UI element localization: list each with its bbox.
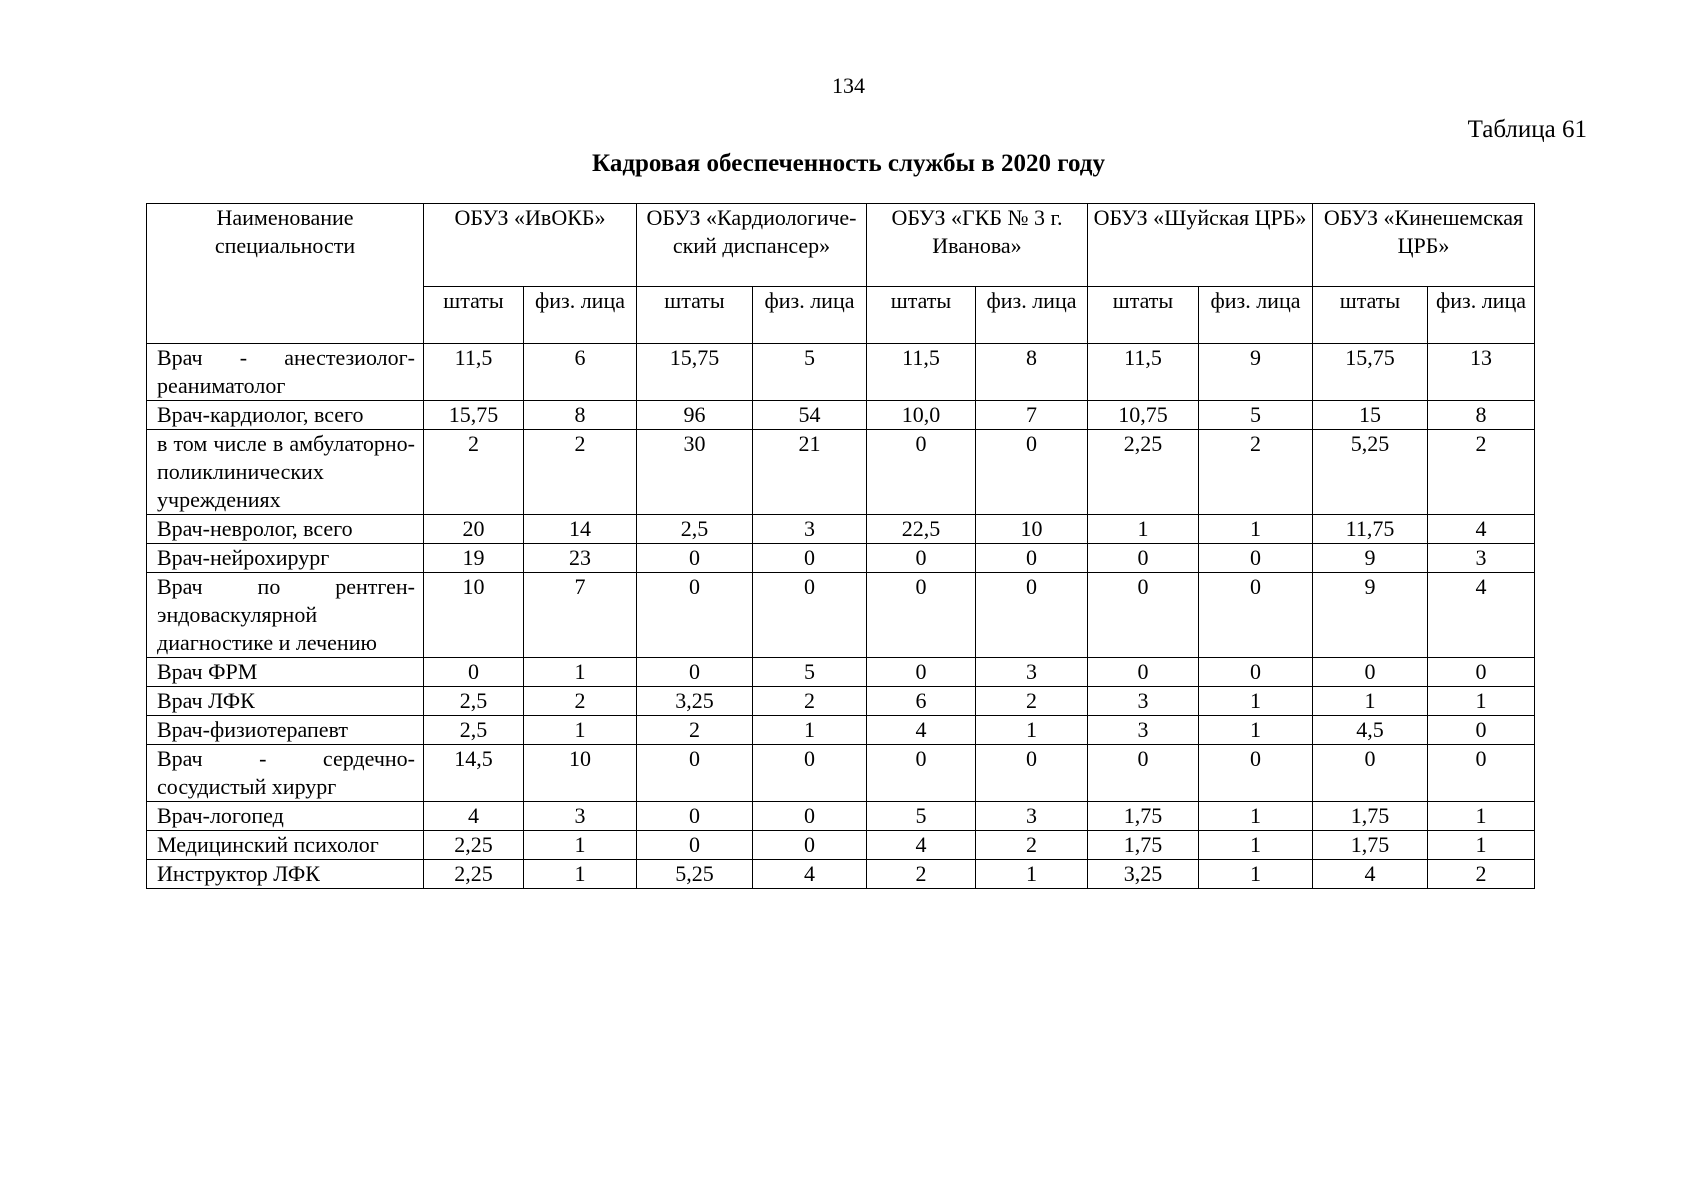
individuals-cell: 8: [524, 401, 637, 430]
specialty-cell: в том числе в амбулаторно-поликлинических учреждениях: [147, 430, 424, 515]
staff-positions-cell: 4,5: [1313, 716, 1428, 745]
staff-positions-cell: 15,75: [424, 401, 524, 430]
column-header-org: ОБУЗ «Кардиологиче-ский диспансер»: [637, 204, 867, 287]
specialty-cell: Врач-нейрохирург: [147, 544, 424, 573]
staff-positions-cell: 0: [637, 745, 753, 802]
staff-positions-cell: 2,5: [424, 716, 524, 745]
staff-positions-cell: 96: [637, 401, 753, 430]
specialty-cell: Инструктор ЛФК: [147, 860, 424, 889]
staff-positions-cell: 0: [637, 573, 753, 658]
staff-positions-cell: 3: [1088, 716, 1199, 745]
table-row: [147, 573, 1535, 658]
individuals-cell: 0: [1199, 573, 1313, 658]
subheader-staff-positions: штаты: [424, 287, 524, 344]
individuals-cell: 4: [1428, 515, 1535, 544]
individuals-cell: 1: [976, 860, 1088, 889]
individuals-cell: 1: [524, 831, 637, 860]
subheader-individuals: физ. лица: [753, 287, 867, 344]
individuals-cell: 23: [524, 544, 637, 573]
staff-positions-cell: 20: [424, 515, 524, 544]
individuals-cell: 2: [524, 687, 637, 716]
staff-positions-cell: 15,75: [1313, 344, 1428, 401]
individuals-cell: 1: [1199, 687, 1313, 716]
table-row: [147, 687, 1535, 716]
staffing-table: [146, 203, 1535, 889]
individuals-cell: 10: [976, 515, 1088, 544]
staff-positions-cell: 0: [867, 544, 976, 573]
staff-positions-cell: 1,75: [1088, 802, 1199, 831]
individuals-cell: 2: [753, 687, 867, 716]
staff-positions-cell: 22,5: [867, 515, 976, 544]
individuals-cell: 8: [1428, 401, 1535, 430]
subheader-staff-positions: штаты: [637, 287, 753, 344]
individuals-cell: 2: [1428, 430, 1535, 515]
individuals-cell: 8: [976, 344, 1088, 401]
staff-positions-cell: 0: [867, 745, 976, 802]
table-label: Таблица 61: [1467, 116, 1587, 143]
table-row: [147, 831, 1535, 860]
specialty-cell: Врач - анестезиолог-реаниматолог: [147, 344, 424, 401]
individuals-cell: 2: [1428, 860, 1535, 889]
individuals-cell: 2: [1199, 430, 1313, 515]
individuals-cell: 0: [976, 430, 1088, 515]
individuals-cell: 1: [976, 716, 1088, 745]
table-row: [147, 344, 1535, 401]
staff-positions-cell: 1,75: [1313, 802, 1428, 831]
staff-positions-cell: 11,75: [1313, 515, 1428, 544]
staff-positions-cell: 3,25: [1088, 860, 1199, 889]
individuals-cell: 1: [1199, 831, 1313, 860]
individuals-cell: 0: [976, 573, 1088, 658]
table-row: [147, 515, 1535, 544]
individuals-cell: 0: [1428, 658, 1535, 687]
individuals-cell: 0: [753, 745, 867, 802]
staff-positions-cell: 0: [867, 430, 976, 515]
individuals-cell: 0: [753, 802, 867, 831]
individuals-cell: 1: [1428, 831, 1535, 860]
subheader-staff-positions: штаты: [867, 287, 976, 344]
individuals-cell: 4: [753, 860, 867, 889]
individuals-cell: 2: [976, 831, 1088, 860]
staff-positions-cell: 0: [637, 658, 753, 687]
individuals-cell: 1: [1199, 802, 1313, 831]
individuals-cell: 10: [524, 745, 637, 802]
staff-positions-cell: 2,5: [637, 515, 753, 544]
table-row: [147, 745, 1535, 802]
column-header-org: ОБУЗ «ИвОКБ»: [424, 204, 637, 287]
staff-positions-cell: 0: [637, 831, 753, 860]
staff-positions-cell: 1: [1088, 515, 1199, 544]
individuals-cell: 1: [1199, 860, 1313, 889]
individuals-cell: 13: [1428, 344, 1535, 401]
individuals-cell: 7: [976, 401, 1088, 430]
staff-positions-cell: 4: [867, 831, 976, 860]
individuals-cell: 3: [976, 802, 1088, 831]
staff-positions-cell: 5,25: [637, 860, 753, 889]
individuals-cell: 0: [1199, 745, 1313, 802]
individuals-cell: 5: [753, 344, 867, 401]
staff-positions-cell: 2,25: [1088, 430, 1199, 515]
table-row: [147, 544, 1535, 573]
staff-positions-cell: 11,5: [424, 344, 524, 401]
staff-positions-cell: 3,25: [637, 687, 753, 716]
individuals-cell: 5: [753, 658, 867, 687]
staff-positions-cell: 14,5: [424, 745, 524, 802]
individuals-cell: 2: [976, 687, 1088, 716]
individuals-cell: 0: [753, 573, 867, 658]
document-title: Кадровая обеспеченность службы в 2020 году: [592, 150, 1105, 177]
individuals-cell: 3: [976, 658, 1088, 687]
specialty-cell: Врач ФРМ: [147, 658, 424, 687]
individuals-cell: 0: [976, 544, 1088, 573]
staff-positions-cell: 11,5: [867, 344, 976, 401]
staff-positions-cell: 4: [424, 802, 524, 831]
staff-positions-cell: 5,25: [1313, 430, 1428, 515]
staff-positions-cell: 0: [1313, 658, 1428, 687]
staff-positions-cell: 0: [637, 544, 753, 573]
staff-positions-cell: 0: [1088, 573, 1199, 658]
table-row: [147, 860, 1535, 889]
individuals-cell: 0: [976, 745, 1088, 802]
column-header-org: ОБУЗ «Кинешемская ЦРБ»: [1313, 204, 1535, 287]
individuals-cell: 9: [1199, 344, 1313, 401]
individuals-cell: 7: [524, 573, 637, 658]
table-row: [147, 716, 1535, 745]
page-number: 134: [832, 73, 865, 98]
specialty-cell: Врач-логопед: [147, 802, 424, 831]
staff-positions-cell: 10,75: [1088, 401, 1199, 430]
staff-positions-cell: 4: [1313, 860, 1428, 889]
individuals-cell: 5: [1199, 401, 1313, 430]
individuals-cell: 1: [1428, 802, 1535, 831]
table-row: [147, 401, 1535, 430]
individuals-cell: 1: [524, 658, 637, 687]
staff-positions-cell: 5: [867, 802, 976, 831]
staff-positions-cell: 4: [867, 716, 976, 745]
specialty-cell: Врач-невролог, всего: [147, 515, 424, 544]
subheader-staff-positions: штаты: [1088, 287, 1199, 344]
individuals-cell: 1: [1428, 687, 1535, 716]
staff-positions-cell: 3: [1088, 687, 1199, 716]
specialty-cell: Врач - сердечно-сосудистый хирург: [147, 745, 424, 802]
staff-positions-cell: 2: [424, 430, 524, 515]
staff-positions-cell: 1: [1313, 687, 1428, 716]
subheader-individuals: физ. лица: [1428, 287, 1535, 344]
individuals-cell: 0: [1199, 658, 1313, 687]
individuals-cell: 0: [1199, 544, 1313, 573]
subheader-individuals: физ. лица: [524, 287, 637, 344]
individuals-cell: 54: [753, 401, 867, 430]
staff-positions-cell: 0: [1088, 745, 1199, 802]
specialty-cell: Врач-кардиолог, всего: [147, 401, 424, 430]
individuals-cell: 3: [524, 802, 637, 831]
staff-positions-cell: 0: [867, 658, 976, 687]
individuals-cell: 1: [1199, 716, 1313, 745]
individuals-cell: 14: [524, 515, 637, 544]
individuals-cell: 1: [753, 716, 867, 745]
staff-positions-cell: 15,75: [637, 344, 753, 401]
staff-positions-cell: 0: [1088, 658, 1199, 687]
staff-positions-cell: 1,75: [1088, 831, 1199, 860]
individuals-cell: 0: [1428, 745, 1535, 802]
column-header-org: ОБУЗ «Шуйская ЦРБ»: [1088, 204, 1313, 287]
individuals-cell: 3: [1428, 544, 1535, 573]
table-row: [147, 658, 1535, 687]
subheader-individuals: физ. лица: [976, 287, 1088, 344]
subheader-individuals: физ. лица: [1199, 287, 1313, 344]
specialty-cell: Медицинский психолог: [147, 831, 424, 860]
column-header-specialty: Наименование специальности: [147, 204, 424, 344]
individuals-cell: 3: [753, 515, 867, 544]
staff-positions-cell: 6: [867, 687, 976, 716]
staff-positions-cell: 0: [637, 802, 753, 831]
staff-positions-cell: 0: [1088, 544, 1199, 573]
specialty-cell: Врач-физиотерапевт: [147, 716, 424, 745]
specialty-cell: Врач ЛФК: [147, 687, 424, 716]
staff-positions-cell: 19: [424, 544, 524, 573]
table-body: [147, 344, 1535, 889]
staff-positions-cell: 0: [1313, 745, 1428, 802]
staff-positions-cell: 2,25: [424, 831, 524, 860]
individuals-cell: 0: [753, 544, 867, 573]
staff-positions-cell: 9: [1313, 544, 1428, 573]
subheader-staff-positions: штаты: [1313, 287, 1428, 344]
individuals-cell: 1: [1199, 515, 1313, 544]
table-row: [147, 430, 1535, 515]
individuals-cell: 21: [753, 430, 867, 515]
individuals-cell: 6: [524, 344, 637, 401]
individuals-cell: 4: [1428, 573, 1535, 658]
individuals-cell: 2: [524, 430, 637, 515]
staff-positions-cell: 0: [424, 658, 524, 687]
staff-positions-cell: 2,5: [424, 687, 524, 716]
individuals-cell: 1: [524, 860, 637, 889]
individuals-cell: 1: [524, 716, 637, 745]
staff-positions-cell: 2,25: [424, 860, 524, 889]
column-header-org: ОБУЗ «ГКБ № 3 г. Иванова»: [867, 204, 1088, 287]
individuals-cell: 0: [1428, 716, 1535, 745]
table-row: [147, 802, 1535, 831]
staff-positions-cell: 1,75: [1313, 831, 1428, 860]
staff-positions-cell: 30: [637, 430, 753, 515]
staff-positions-cell: 2: [637, 716, 753, 745]
specialty-cell: Врач по рентген-эндоваскулярной диагностике и лечению: [147, 573, 424, 658]
staff-positions-cell: 0: [867, 573, 976, 658]
staff-positions-cell: 10: [424, 573, 524, 658]
staff-positions-cell: 9: [1313, 573, 1428, 658]
staff-positions-cell: 10,0: [867, 401, 976, 430]
staff-positions-cell: 2: [867, 860, 976, 889]
staff-positions-cell: 11,5: [1088, 344, 1199, 401]
individuals-cell: 0: [753, 831, 867, 860]
staff-positions-cell: 15: [1313, 401, 1428, 430]
